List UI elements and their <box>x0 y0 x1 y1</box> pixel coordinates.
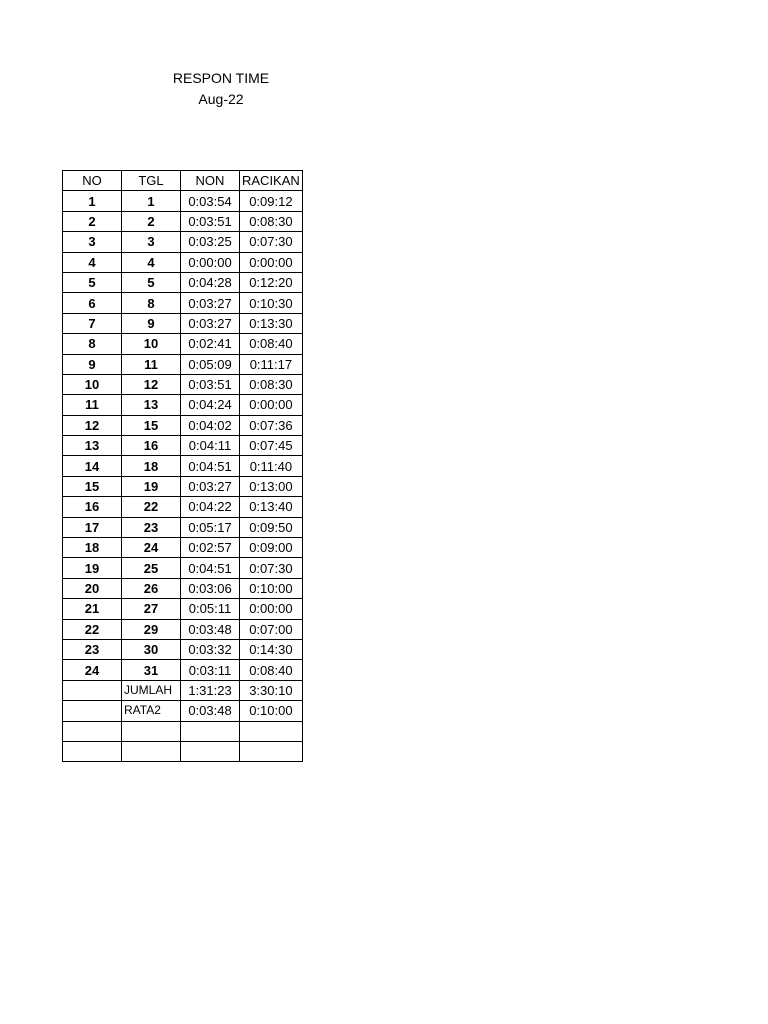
cell-racikan: 0:10:00 <box>240 578 303 598</box>
summary-row <box>63 741 303 761</box>
summary-cell <box>240 741 303 761</box>
cell-tgl: 5 <box>122 272 181 292</box>
cell-tgl: 15 <box>122 415 181 435</box>
cell-no: 8 <box>63 334 122 354</box>
column-header-non: NON <box>181 171 240 191</box>
cell-non: 0:03:32 <box>181 639 240 659</box>
cell-racikan: 0:12:20 <box>240 272 303 292</box>
column-header-no: NO <box>63 171 122 191</box>
cell-racikan: 0:08:40 <box>240 660 303 680</box>
cell-racikan: 0:08:30 <box>240 374 303 394</box>
table-row <box>63 558 303 578</box>
table-row <box>63 538 303 558</box>
cell-racikan: 0:08:30 <box>240 211 303 231</box>
cell-racikan: 0:09:50 <box>240 517 303 537</box>
cell-non: 0:03:27 <box>181 476 240 496</box>
table-row <box>63 436 303 456</box>
cell-racikan: 0:13:00 <box>240 476 303 496</box>
report-header <box>121 68 321 110</box>
cell-no: 12 <box>63 415 122 435</box>
cell-racikan: 0:07:30 <box>240 558 303 578</box>
cell-tgl: 11 <box>122 354 181 374</box>
cell-non: 0:04:11 <box>181 436 240 456</box>
summary-cell: 3:30:10 <box>240 680 303 700</box>
cell-no: 19 <box>63 558 122 578</box>
table-row <box>63 313 303 333</box>
cell-tgl: 2 <box>122 211 181 231</box>
cell-no: 24 <box>63 660 122 680</box>
cell-racikan: 0:08:40 <box>240 334 303 354</box>
table-row <box>63 497 303 517</box>
cell-no: 14 <box>63 456 122 476</box>
cell-tgl: 31 <box>122 660 181 680</box>
cell-non: 0:03:27 <box>181 293 240 313</box>
summary-cell <box>63 701 122 721</box>
cell-tgl: 8 <box>122 293 181 313</box>
cell-tgl: 1 <box>122 191 181 211</box>
cell-tgl: 27 <box>122 599 181 619</box>
cell-no: 23 <box>63 639 122 659</box>
response-time-table <box>62 170 303 762</box>
cell-non: 0:03:25 <box>181 232 240 252</box>
table-row <box>63 456 303 476</box>
summary-label <box>122 721 181 741</box>
table-row <box>63 374 303 394</box>
table-row <box>63 476 303 496</box>
report-period: Aug-22 <box>198 91 244 107</box>
cell-non: 0:03:51 <box>181 374 240 394</box>
cell-non: 0:03:48 <box>181 619 240 639</box>
cell-no: 20 <box>63 578 122 598</box>
cell-no: 21 <box>63 599 122 619</box>
table-row <box>63 211 303 231</box>
cell-racikan: 0:11:17 <box>240 354 303 374</box>
cell-non: 0:05:09 <box>181 354 240 374</box>
cell-racikan: 0:07:00 <box>240 619 303 639</box>
cell-non: 0:03:51 <box>181 211 240 231</box>
table-row <box>63 293 303 313</box>
cell-racikan: 0:09:00 <box>240 538 303 558</box>
table-row <box>63 619 303 639</box>
header-row <box>63 171 303 191</box>
cell-tgl: 12 <box>122 374 181 394</box>
cell-no: 10 <box>63 374 122 394</box>
summary-row <box>63 701 303 721</box>
cell-non: 0:04:22 <box>181 497 240 517</box>
cell-tgl: 23 <box>122 517 181 537</box>
column-header-tgl: TGL <box>122 171 181 191</box>
table-row <box>63 354 303 374</box>
table-body <box>63 191 303 680</box>
table-row <box>63 191 303 211</box>
cell-no: 22 <box>63 619 122 639</box>
cell-no: 1 <box>63 191 122 211</box>
table-row <box>63 660 303 680</box>
summary-cell <box>63 680 122 700</box>
cell-no: 6 <box>63 293 122 313</box>
table-row <box>63 599 303 619</box>
cell-no: 7 <box>63 313 122 333</box>
summary-cell: 0:03:48 <box>181 701 240 721</box>
table-row <box>63 639 303 659</box>
cell-no: 9 <box>63 354 122 374</box>
cell-racikan: 0:00:00 <box>240 252 303 272</box>
summary-label: RATA2 <box>122 701 181 721</box>
table-row <box>63 578 303 598</box>
cell-tgl: 13 <box>122 395 181 415</box>
summary-cell <box>63 741 122 761</box>
summary-label <box>122 741 181 761</box>
cell-no: 16 <box>63 497 122 517</box>
cell-non: 0:03:06 <box>181 578 240 598</box>
cell-no: 18 <box>63 538 122 558</box>
cell-racikan: 0:13:30 <box>240 313 303 333</box>
cell-non: 0:05:17 <box>181 517 240 537</box>
summary-row <box>63 721 303 741</box>
column-header-racikan: RACIKAN <box>240 171 303 191</box>
summary-cell <box>63 721 122 741</box>
cell-no: 11 <box>63 395 122 415</box>
table-row <box>63 272 303 292</box>
cell-tgl: 25 <box>122 558 181 578</box>
summary-label: JUMLAH <box>122 680 181 700</box>
table-row <box>63 232 303 252</box>
summary-cell <box>181 721 240 741</box>
table-header <box>63 171 303 191</box>
cell-racikan: 0:13:40 <box>240 497 303 517</box>
cell-no: 4 <box>63 252 122 272</box>
cell-racikan: 0:07:36 <box>240 415 303 435</box>
cell-racikan: 0:11:40 <box>240 456 303 476</box>
cell-racikan: 0:10:30 <box>240 293 303 313</box>
table-row <box>63 395 303 415</box>
cell-tgl: 3 <box>122 232 181 252</box>
cell-tgl: 16 <box>122 436 181 456</box>
cell-tgl: 4 <box>122 252 181 272</box>
table-summary <box>63 680 303 762</box>
cell-tgl: 24 <box>122 538 181 558</box>
cell-racikan: 0:07:45 <box>240 436 303 456</box>
cell-tgl: 19 <box>122 476 181 496</box>
cell-no: 17 <box>63 517 122 537</box>
summary-cell: 0:10:00 <box>240 701 303 721</box>
table-row <box>63 334 303 354</box>
cell-non: 0:03:11 <box>181 660 240 680</box>
cell-no: 3 <box>63 232 122 252</box>
cell-non: 0:03:27 <box>181 313 240 333</box>
table-row <box>63 252 303 272</box>
cell-non: 0:04:24 <box>181 395 240 415</box>
cell-racikan: 0:00:00 <box>240 599 303 619</box>
cell-tgl: 30 <box>122 639 181 659</box>
cell-racikan: 0:00:00 <box>240 395 303 415</box>
cell-non: 0:04:02 <box>181 415 240 435</box>
cell-non: 0:04:51 <box>181 558 240 578</box>
cell-racikan: 0:14:30 <box>240 639 303 659</box>
cell-no: 5 <box>63 272 122 292</box>
cell-no: 13 <box>63 436 122 456</box>
cell-tgl: 18 <box>122 456 181 476</box>
cell-tgl: 29 <box>122 619 181 639</box>
cell-racikan: 0:09:12 <box>240 191 303 211</box>
cell-non: 0:05:11 <box>181 599 240 619</box>
report-title: RESPON TIME <box>172 70 270 86</box>
cell-non: 0:04:28 <box>181 272 240 292</box>
cell-non: 0:03:54 <box>181 191 240 211</box>
summary-cell <box>181 741 240 761</box>
cell-tgl: 9 <box>122 313 181 333</box>
cell-tgl: 10 <box>122 334 181 354</box>
cell-no: 15 <box>63 476 122 496</box>
cell-no: 2 <box>63 211 122 231</box>
summary-row <box>63 680 303 700</box>
table-row <box>63 415 303 435</box>
cell-tgl: 26 <box>122 578 181 598</box>
cell-non: 0:04:51 <box>181 456 240 476</box>
cell-non: 0:00:00 <box>181 252 240 272</box>
cell-non: 0:02:41 <box>181 334 240 354</box>
cell-tgl: 22 <box>122 497 181 517</box>
cell-racikan: 0:07:30 <box>240 232 303 252</box>
cell-non: 0:02:57 <box>181 538 240 558</box>
summary-cell <box>240 721 303 741</box>
table-row <box>63 517 303 537</box>
summary-cell: 1:31:23 <box>181 680 240 700</box>
